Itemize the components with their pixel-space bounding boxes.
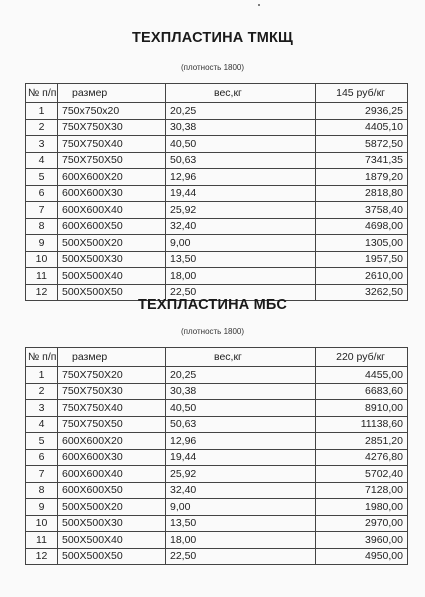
cell-size: 600Х600Х50 (58, 482, 166, 499)
cell-size: 500Х500Х20 (58, 235, 166, 252)
price-table-mbs (25, 347, 408, 565)
cell-price: 6683,60 (316, 383, 408, 400)
cell-price: 4698,00 (316, 218, 408, 235)
cell-size: 500Х500Х40 (58, 532, 166, 549)
cell-price: 5702,40 (316, 466, 408, 483)
table-row (26, 136, 408, 153)
table-row (26, 185, 408, 202)
table-header-row (26, 348, 408, 367)
table-row (26, 367, 408, 384)
cell-size: 600Х600Х40 (58, 202, 166, 219)
cell-num: 8 (26, 218, 58, 235)
header-num: № п/п (26, 84, 58, 103)
cell-price: 3758,40 (316, 202, 408, 219)
cell-weight: 50,63 (166, 152, 316, 169)
header-size: размер (58, 348, 166, 367)
cell-weight: 9,00 (166, 499, 316, 516)
cell-price: 1957,50 (316, 251, 408, 268)
header-weight: вес,кг (166, 84, 316, 103)
header-size: размер (58, 84, 166, 103)
table-row (26, 482, 408, 499)
cell-size: 750Х750Х30 (58, 119, 166, 136)
cell-num: 1 (26, 367, 58, 384)
cell-num: 5 (26, 433, 58, 450)
table-row (26, 383, 408, 400)
cell-size: 500Х500Х30 (58, 515, 166, 532)
cell-weight: 40,50 (166, 400, 316, 417)
cell-size: 500Х500Х50 (58, 548, 166, 565)
cell-num: 12 (26, 284, 58, 301)
cell-price: 4405,10 (316, 119, 408, 136)
cell-num: 3 (26, 136, 58, 153)
cell-num: 6 (26, 185, 58, 202)
cell-size: 500Х500Х40 (58, 268, 166, 285)
cell-price: 3262,50 (316, 284, 408, 301)
section2-title: ТЕХПЛАСТИНА МБС (137, 297, 288, 313)
cell-price: 3960,00 (316, 532, 408, 549)
table-row (26, 515, 408, 532)
cell-price: 2851,20 (316, 433, 408, 450)
cell-num: 8 (26, 482, 58, 499)
cell-weight: 22,50 (166, 548, 316, 565)
header-price: 220 руб/кг (316, 348, 408, 367)
cell-size: 500Х500Х20 (58, 499, 166, 516)
cell-price: 8910,00 (316, 400, 408, 417)
cell-num: 1 (26, 103, 58, 120)
cell-weight: 20,25 (166, 367, 316, 384)
cell-size: 500Х500Х30 (58, 251, 166, 268)
cell-weight: 9,00 (166, 235, 316, 252)
cell-size: 600Х600Х30 (58, 449, 166, 466)
cell-num: 11 (26, 532, 58, 549)
cell-num: 7 (26, 202, 58, 219)
section2-subtitle: (плотность 1800) (180, 327, 245, 336)
table-row (26, 202, 408, 219)
table-row (26, 416, 408, 433)
cell-weight: 32,40 (166, 218, 316, 235)
table-row (26, 218, 408, 235)
cell-size: 500Х500Х50 (58, 284, 166, 301)
cell-size: 600Х600Х20 (58, 169, 166, 186)
cell-num: 12 (26, 548, 58, 565)
cell-size: 750Х750Х40 (58, 400, 166, 417)
cell-size: 600Х600Х20 (58, 433, 166, 450)
cell-weight: 30,38 (166, 383, 316, 400)
cell-price: 2818,80 (316, 185, 408, 202)
cell-price: 11138,60 (316, 416, 408, 433)
section1-title: ТЕХПЛАСТИНА ТМКЩ (131, 30, 294, 46)
cell-price: 1305,00 (316, 235, 408, 252)
cell-num: 7 (26, 466, 58, 483)
cell-weight: 30,38 (166, 119, 316, 136)
section1-subtitle: (плотность 1800) (180, 63, 245, 72)
table-row (26, 169, 408, 186)
header-weight: вес,кг (166, 348, 316, 367)
cell-num: 9 (26, 499, 58, 516)
table-row (26, 548, 408, 565)
cell-price: 4276,80 (316, 449, 408, 466)
cell-price: 2936,25 (316, 103, 408, 120)
cell-size: 750Х750Х40 (58, 136, 166, 153)
cell-weight: 20,25 (166, 103, 316, 120)
cell-price: 1879,20 (316, 169, 408, 186)
cell-num: 6 (26, 449, 58, 466)
cell-weight: 18,00 (166, 268, 316, 285)
cell-weight: 13,50 (166, 251, 316, 268)
table-row (26, 103, 408, 120)
cell-price: 2970,00 (316, 515, 408, 532)
cell-size: 750Х750Х50 (58, 152, 166, 169)
cell-size: 750Х750Х20 (58, 367, 166, 384)
cell-weight: 13,50 (166, 515, 316, 532)
cell-price: 7128,00 (316, 482, 408, 499)
cell-weight: 18,00 (166, 532, 316, 549)
table-row (26, 251, 408, 268)
cell-size: 750Х750Х50 (58, 416, 166, 433)
header-price: 145 руб/кг (316, 84, 408, 103)
cell-price: 5872,50 (316, 136, 408, 153)
cell-price: 4950,00 (316, 548, 408, 565)
table-row (26, 268, 408, 285)
cell-weight: 50,63 (166, 416, 316, 433)
price-table-tmkshch (25, 83, 408, 301)
cell-price: 1980,00 (316, 499, 408, 516)
cell-num: 3 (26, 400, 58, 417)
cell-num: 2 (26, 119, 58, 136)
cell-weight: 25,92 (166, 466, 316, 483)
cell-size: 750х750х20 (58, 103, 166, 120)
cell-num: 4 (26, 416, 58, 433)
cell-weight: 22,50 (166, 284, 316, 301)
cell-num: 2 (26, 383, 58, 400)
table-row (26, 400, 408, 417)
cell-price: 4455,00 (316, 367, 408, 384)
table-row (26, 235, 408, 252)
cell-size: 750Х750Х30 (58, 383, 166, 400)
table-row (26, 449, 408, 466)
cell-num: 4 (26, 152, 58, 169)
cell-price: 2610,00 (316, 268, 408, 285)
cell-num: 9 (26, 235, 58, 252)
table-row (26, 532, 408, 549)
table-header-row (26, 84, 408, 103)
scan-speck (258, 4, 260, 6)
table-row (26, 152, 408, 169)
cell-weight: 19,44 (166, 185, 316, 202)
cell-price: 7341,35 (316, 152, 408, 169)
cell-weight: 19,44 (166, 449, 316, 466)
cell-size: 600Х600Х30 (58, 185, 166, 202)
table-row (26, 499, 408, 516)
cell-num: 10 (26, 515, 58, 532)
cell-num: 5 (26, 169, 58, 186)
table-row (26, 119, 408, 136)
cell-num: 10 (26, 251, 58, 268)
cell-weight: 12,96 (166, 433, 316, 450)
table-row (26, 466, 408, 483)
cell-weight: 25,92 (166, 202, 316, 219)
cell-weight: 32,40 (166, 482, 316, 499)
cell-size: 600Х600Х40 (58, 466, 166, 483)
header-num: № п/п (26, 348, 58, 367)
cell-weight: 12,96 (166, 169, 316, 186)
cell-weight: 40,50 (166, 136, 316, 153)
cell-num: 11 (26, 268, 58, 285)
table-row (26, 433, 408, 450)
cell-size: 600Х600Х50 (58, 218, 166, 235)
